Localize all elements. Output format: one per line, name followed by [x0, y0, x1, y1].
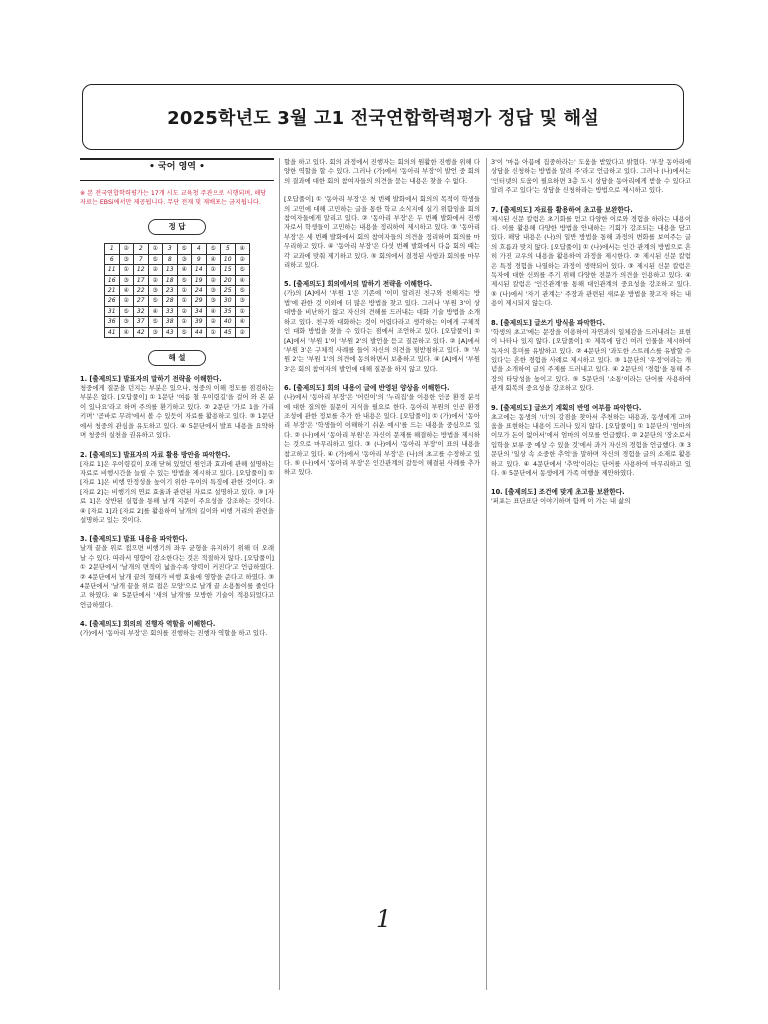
item-heading: 9. [출제의도] 글쓰기 계획의 반영 여부를 파악한다. — [491, 403, 642, 412]
answer-cell: ⑤ — [148, 317, 163, 327]
question-number-cell: 14 — [192, 265, 207, 275]
item-heading: 1. [출제의도] 발표자의 말하기 전략을 이해한다. — [80, 375, 222, 384]
answer-cell: ③ — [206, 296, 221, 306]
question-number-cell: 13 — [163, 265, 178, 275]
question-number-cell: 35 — [221, 306, 236, 316]
answer-row — [105, 317, 250, 327]
answer-cell: ⑤ — [148, 254, 163, 264]
explanation-item — [284, 279, 480, 374]
answer-cell: ④ — [177, 265, 192, 275]
continued-text — [284, 195, 480, 270]
explanation-item — [80, 619, 274, 638]
answer-cell: ② — [235, 327, 250, 337]
answer-cell: ② — [148, 265, 163, 275]
item-heading: 8. [출제의도] 글쓰기 방식을 파악한다. — [491, 318, 605, 327]
question-number-cell: 21 — [105, 286, 120, 296]
answer-cell: ① — [177, 296, 192, 306]
answer-cell: ④ — [206, 254, 221, 264]
question-number-cell: 8 — [163, 254, 178, 264]
item-body: (나)에서 '동아리 부장'은 '어린이'의 '누리집'을 이용한 인공 환경 분석에 대한 질의한 질문이 지식을 필요로 한다. 동아리 부원의 인공 환경 조성에 관한 정보를 추가 한 내용은 있다. [오답풀이] ① (가)에서 '동아리 부장'은 '학생들이 이해하기 쉬운 예시'를 드는 내용을 중심으로 있다. ② (나)에서 '동아리 부원'은 자신이 문제를 해결하는 방법을 제시하는 것으로 마무리하고 있다. ③ (나)에서 '동아리 부장'이 표의 내용을 참고하고 있다. ④ (가)에서 '동아리 부장'은 (나)의 초고를 수정하고 있다. ⑤ (나)에서 '동아리 부장'은 인간관계의 갈등이 해결된 사례를 추가하고 있다. — [284, 393, 480, 477]
question-number-cell: 17 — [134, 275, 149, 285]
answer-cell: ⑤ — [177, 244, 192, 254]
question-number-cell: 38 — [163, 317, 178, 327]
question-number-cell: 18 — [163, 275, 178, 285]
question-number-cell: 25 — [221, 286, 236, 296]
answer-cell: ③ — [235, 296, 250, 306]
answer-cell: ② — [119, 244, 134, 254]
answer-cell: ④ — [235, 275, 250, 285]
answer-row — [105, 306, 250, 316]
document-title: 2025학년도 3월 고1 전국연합학력평가 정답 및 해설 — [167, 108, 599, 129]
question-number-cell: 11 — [105, 265, 120, 275]
answer-cell: ① — [206, 327, 221, 337]
item-body: 날개 끝을 위로 접으면 비행기의 좌우 균형을 유지하기 위해 더 오래 날 수 있다. 따라서 영향이 감소한다는 것은 적절하지 않다. [오답풀이] ① 2문단에서 '날개의 면적이 넓을수록 양력이 커진다'고 언급하였다. ② 4문단에서 날개 끝의 형태가 비행 효율에 영향을 준다고 하였다. ③ 4문단에서 '날개 끝을 위로 접은 모양'으로 날개 끝 소용돌이를 줄인다고 하였다. ④ 5문단에서 '새의 날개'를 모방한 기술이 적용되었다고 언급하였다. — [80, 544, 275, 609]
answer-row — [105, 254, 250, 264]
question-number-cell: 32 — [134, 306, 149, 316]
question-number-cell: 22 — [134, 286, 149, 296]
explanation-item — [491, 487, 691, 506]
answer-cell: ④ — [206, 306, 221, 316]
continued-text — [284, 158, 480, 186]
continued-text — [491, 158, 691, 196]
question-number-cell: 29 — [192, 296, 207, 306]
answer-cell: ④ — [119, 327, 134, 337]
answer-cell: ③ — [148, 286, 163, 296]
question-number-cell: 19 — [192, 275, 207, 285]
question-number-cell: 43 — [163, 327, 178, 337]
answer-cell: ① — [235, 306, 250, 316]
answer-cell: ② — [119, 296, 134, 306]
question-number-cell: 31 — [105, 306, 120, 316]
item-body: '퍼포는 표단표단 이야기하며 함께 이 가는 내 삶의 — [491, 497, 631, 506]
answer-cell: ② — [206, 317, 221, 327]
answer-cell: ⑤ — [148, 296, 163, 306]
answer-row — [105, 286, 250, 296]
copyright-notice: ※ 본 전국연합학력평가는 17개 시도 교육청 주관으로 시행되며, 해당 자료는 EBSi에서만 제공됩니다. 무단 전재 및 재배포는 금지됩니다. — [80, 190, 267, 207]
item-heading: 6. [출제의도] 회의 내용이 글에 반영된 양상을 이해한다. — [284, 384, 450, 393]
question-number-cell: 41 — [105, 327, 120, 337]
answer-cell: ② — [177, 306, 192, 316]
explanation-item — [80, 450, 274, 526]
answer-cell: ② — [206, 275, 221, 285]
answer-cell: ① — [177, 286, 192, 296]
answer-cell: ⑤ — [177, 327, 192, 337]
answer-cell: ④ — [148, 306, 163, 316]
question-number-cell: 9 — [192, 254, 207, 264]
item-heading: 2. [출제의도] 발표자의 자료 활용 방안을 파악한다. — [80, 450, 231, 459]
column-3 — [491, 158, 691, 516]
item-body: 할을 하고 있다. 회의 과정에서 진행자는 회의의 원활한 진행을 위해 다양한 역할을 할 수 있다. 그러나 (가)에서 '동아리 부장'이 발언 중 회의의 결과에 대한 회의 참여자들의 의견을 묻는 내용은 찾을 수 없다. — [284, 158, 480, 185]
column-divider — [486, 158, 487, 990]
question-number-cell: 3 — [163, 244, 178, 254]
question-number-cell: 15 — [221, 265, 236, 275]
answer-cell: ⑤ — [235, 265, 250, 275]
answer-row — [105, 327, 250, 337]
question-number-cell: 7 — [134, 254, 149, 264]
column-divider — [279, 158, 280, 990]
item-body: 청중에게 질문을 던지는 부분은 있으나, 청중의 이해 정도를 점검하는 부분은 없다. [오답풀이] ① 1문단 '여름 철 우이령길'을 걸어 와 본 분이 있나요'라고 하며 주의를 환기하고 있다. ② 2문단 '가로 1을 가리키며' '곧바로 무려'에서 볼 수 있듯이 자료를 활용하고 있다. ③ 1문단에서 청중의 관심을 유도하고 있다. ④ 5문단에서 발표 내용을 요약하며 청중의 실천을 권유하고 있다. — [80, 384, 274, 440]
question-number-cell: 16 — [105, 275, 120, 285]
item-body: (가)의 [A]에서 '부원 1'은 기존에 '이미 알려진 친구와 친해지는 방법'에 관한 것 이외에 더 많은 방법을 찾고 있다. 그러나 '부원 3'이 상대방을 비난하기 않고 자신의 견해를 드러내는 대화 기술 방법을 소개하고 있다. 친구와 대화하는 것이 어렵다라고 생각하는 이에게 구체적인 대화 방법을 찾을 수 있다는 점에서 조언하고 있다. [오답풀이] ① [A]에서 '부원 1'이 '부원 2'의 발언을 듣고 질문하고 있다. ② [A]에서 '부원 3'은 구체적 사례를 들어 자신의 의견을 뒷받침하고 있다. ③ '부원 2'는 '부원 1'의 의견에 동의하면서 보충하고 있다. ④ [A]에서 '부원 3'은 회의 참여자의 발언에 대해 질문을 하지 않고 있다. — [284, 289, 480, 373]
question-number-cell: 33 — [163, 306, 178, 316]
question-number-cell: 44 — [192, 327, 207, 337]
item-heading: 7. [출제의도] 자료를 활용하여 초고를 보완한다. — [491, 205, 633, 214]
question-number-cell: 27 — [134, 296, 149, 306]
item-body: 초고에는 동생의 '너'의 강점을 찾아서 추천하는 내용과, 동생에게 고마움을 표현하는 내용이 드러나 있지 않다. [오답풀이] ① 1문단의 '엄마의 이모가 돈이 없어서'에서 엄마의 이모를 언급했다. ② 2문단의 '장소로서 입학을 보류 중 예상 수 있을 것'에서 과거 자신의 경험을 언급했다. ③ 3문단의 '일상 속 소중한 추억'을 말하며 자신의 경험을 글의 소재로 활용하고 있다. ④ 4문단에서 '추억'이라는 단어를 사용하여 마무리하고 있다. ⑤ 5문단에서 동생에게 가족 여행을 제안하였다. — [491, 412, 691, 477]
question-number-cell: 2 — [134, 244, 149, 254]
question-number-cell: 45 — [221, 327, 236, 337]
answer-cell: ④ — [119, 286, 134, 296]
explanation-item — [491, 403, 691, 479]
answer-label: 정 답 — [148, 219, 206, 235]
answer-cell: ① — [177, 317, 192, 327]
column-2 — [284, 158, 480, 487]
question-number-cell: 1 — [105, 244, 120, 254]
answer-cell: ⑤ — [235, 286, 250, 296]
item-body: 제시된 신문 칼럼은 초기화를 얻고 다양한 이로와 경험을 하라는 내용이다. 이를 활용해 다양한 방법을 안내하는 기회가 강조되는 내용을 담고 있다. 해당 내용은 (나)의 일반 방법을 통해 과정의 변화를 보여주는 글의 흐름과 맞지 않다. [오답풀이] ① (나)에서는 인간 관계의 방법으로 흔히 가진 교우의 내용을 활용하여 과정을 제시한다. ② 제시된 신문 칼럼은 특정 경험을 나열하는 과정이 생략되어 있다. ③ 제시된 신문 칼럼은 독자에 대한 신뢰를 주기 위해 다양한 전문가 의견을 인용하고 있다. ④ 제시된 칼럼은 '인간관계'를 통해 대인관계의 중요성을 강조하고 있다. ⑤ (나)에서 '자기 관계는' 주장과 관련된 새로운 방법을 찾고자 하는 내용이 제시되지 않는다. — [491, 214, 691, 308]
section-rule-bottom — [80, 180, 274, 181]
question-number-cell: 34 — [192, 306, 207, 316]
answer-cell: ① — [206, 265, 221, 275]
explanation-item — [284, 383, 480, 478]
item-heading: 3. [출제의도] 발표 내용을 파악한다. — [80, 535, 188, 544]
question-number-cell: 42 — [134, 327, 149, 337]
question-number-cell: 30 — [221, 296, 236, 306]
question-number-cell: 28 — [163, 296, 178, 306]
document-title-box — [82, 84, 684, 150]
question-number-cell: 5 — [221, 244, 236, 254]
answer-cell: ② — [235, 254, 250, 264]
question-number-cell: 23 — [163, 286, 178, 296]
answer-cell: ① — [119, 265, 134, 275]
item-body: [자료 1]은 우이령길이 오래 닫혀 있었던 원인과 효과에 관해 설명하는 자료로 비행시간을 늘릴 수 있는 방법을 제시하고 있다. [오답풀이] ① [자료 1]은 비행 안정성을 높이기 위한 우이의 특징에 관한 것이다. ② [자료 2]는 비행기의 연료 효율과 관련된 자료로 설명하고 있다. ③ [자료 1]은 상반된 실험을 통해 날개 지문이 주요성을 강조하는 것이다. ④ [자료 1]과 [자료 2]를 활용하여 날개의 길이와 비행 거리의 관련을 설명하고 있는 것이다. — [80, 459, 275, 524]
question-number-cell: 24 — [192, 286, 207, 296]
answer-row — [105, 296, 250, 306]
item-heading: 5. [출제의도] 회의에서의 말하기 전략을 이해한다. — [284, 280, 433, 289]
answer-row — [105, 275, 250, 285]
answer-cell: ③ — [177, 254, 192, 264]
answer-cell: ③ — [206, 286, 221, 296]
page-number: 1 — [376, 905, 392, 933]
item-body: '학생의 초고'에는 문장을 이용하여 자연과의 일체감을 드러내려는 표현이 나타나 있지 않다. [오답풀이] ① 제목에 담긴 여러 인물을 제시하여 독자의 흥미를 유발하고 있다. ② 4문단의 '과도한 스트레스를 유발할 수 있다'는 흔한 경험을 사례로 제시하고 있다. ③ 1문단의 '우정'이라는 개념을 소개하여 글의 주제를 드러내고 있다. ④ 2문단의 '경험'을 통해 주장의 타당성을 높이고 있다. ⑤ 5문단의 '소통'이라는 단어를 사용하여 관계 회복의 중요성을 강조하고 있다. — [491, 327, 691, 393]
section-rule-top — [80, 158, 274, 160]
item-heading: 4. [출제의도] 회의의 진행자 역할을 이해한다. — [80, 620, 216, 629]
question-number-cell: 10 — [221, 254, 236, 264]
answer-table — [104, 243, 250, 338]
answer-cell: ③ — [119, 254, 134, 264]
section-title: • 국어 영역 • — [149, 162, 205, 172]
answer-cell: ⑤ — [206, 244, 221, 254]
explanation-item — [80, 374, 274, 440]
question-number-cell: 26 — [105, 296, 120, 306]
answer-cell: ③ — [119, 275, 134, 285]
explanation-item — [80, 534, 274, 610]
question-number-cell: 40 — [221, 317, 236, 327]
question-number-cell: 39 — [192, 317, 207, 327]
answer-cell: ⑤ — [119, 306, 134, 316]
answer-cell: ④ — [235, 317, 250, 327]
item-body: (가)에서 '동아리 부장'은 회의를 진행하는 진행자 역할을 하고 있다. — [80, 629, 268, 638]
section-header — [80, 163, 274, 172]
answer-cell: ④ — [235, 244, 250, 254]
question-number-cell: 6 — [105, 254, 120, 264]
answer-row — [105, 265, 250, 275]
explanation-item — [491, 205, 691, 309]
question-number-cell: 37 — [134, 317, 149, 327]
explanation-label: 해 설 — [148, 350, 206, 366]
answer-row — [105, 244, 250, 254]
answer-cell: ① — [148, 244, 163, 254]
question-number-cell: 20 — [221, 275, 236, 285]
question-number-cell: 36 — [105, 317, 120, 327]
answer-cell: ③ — [148, 327, 163, 337]
explanation-item — [491, 318, 691, 394]
item-heading: 10. [출제의도] 조건에 맞게 초고를 보완한다. — [491, 488, 625, 497]
question-number-cell: 4 — [192, 244, 207, 254]
answer-cell: ③ — [119, 317, 134, 327]
column-1 — [80, 158, 274, 648]
question-number-cell: 12 — [134, 265, 149, 275]
item-body: [오답풀이] ① '동아리 부장'은 첫 번째 발화에서 회의의 목적이 학생들의 고민에 대해 고민하는 글을 통한 학교 소식지에 실기 위함임을 회의 참여자들에게 알리고 있다. ② '동아리 부장'은 두 번째 발화에서 진행자로서 학생들이 고민하는 내용을 정리하여 제시하고 있다. ③ '동아리 부장'은 세 번째 발화에서 회의 참여자들의 의견을 정리하며 회의를 마무리하고 있다. ④ '동아리 부장'은 다섯 번째 발화에서 다음 회의 때는 각 교과에 맞춰 제기하고 있다. ⑤ 회의에서 결정된 사항과 회의를 마무리하고 있다. — [284, 195, 480, 270]
item-body: 3'이 '마음 아픔에 집중하라는' 도움을 받았다고 밝혔다. '부장 동아리에 상담을 신청하는 방법을 알려 주'라고 언급하고 있다. 그러나 (나)에서는 '인터넷의 도움이 필요하면 3층 도시 상담을 동아리에게 받을 수 있다고 알려 주고 있다'는 상담을 신청하라는 방법으로 제시하고 있다. — [491, 158, 691, 195]
answer-cell: ⑤ — [177, 275, 192, 285]
answer-cell: ② — [148, 275, 163, 285]
